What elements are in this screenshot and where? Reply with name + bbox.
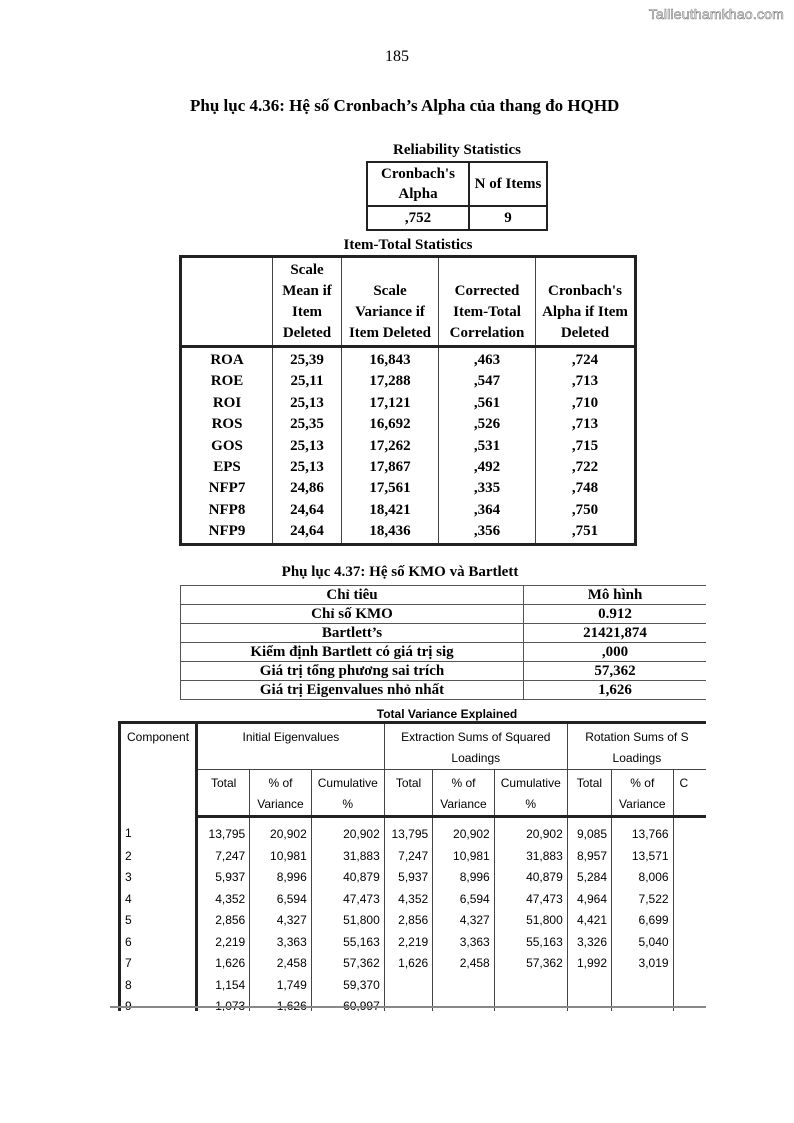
table-row [181,436,636,457]
cell-value: 40,879 [311,867,384,889]
cell-value: ,713 [536,414,636,435]
cell-value: 3,326 [567,932,611,954]
appendix-4-36-title: Phụ lục 4.36: Hệ số Cronbach’s Alpha của thang đo HQHD [190,96,620,115]
cell-value: 4,327 [250,910,312,932]
item-total-statistics-caption: Item-Total Statistics [343,237,473,253]
cell-value [494,996,567,1011]
item-label: NFP7 [208,480,246,497]
cell-value: 6,594 [433,889,495,911]
cell-value: 47,473 [311,889,384,911]
cell-value: 51,800 [311,910,384,932]
cell-value: 25,13 [273,457,342,478]
cell-value: 3,019 [612,953,674,975]
table-row [120,910,707,932]
subheader-cumulative: Cumulative % [311,770,384,817]
item-label: ROA [210,352,244,368]
header-alpha-if-deleted: Cronbach's Alpha if Item Deleted [536,257,636,347]
criterion-label: Kiểm định Bartlett có giá trị sig [181,643,524,662]
cell-value: 5,937 [197,867,250,889]
item-label: ROI [212,394,242,411]
subheader-total: Total [567,770,611,817]
item-total-statistics-table [179,255,637,546]
cell-value: 1,626 [384,953,432,975]
cell-value: 24,64 [273,521,342,544]
criterion-value: 1,626 [524,681,707,700]
header-rotation-sums: Rotation Sums of S Loadings [567,723,706,770]
cell-value: 20,902 [311,817,384,846]
cell-value: 18,436 [342,521,439,544]
cell-value: 47,473 [494,889,567,911]
cell-value: 20,902 [494,817,567,846]
cell-value: ,561 [439,393,536,414]
header-component: Component [120,723,197,817]
header-corrected-correlation: Corrected Item-Total Correlation [439,257,536,347]
cell-value: ,724 [536,347,636,372]
subheader-pct-variance: % of Variance [433,770,495,817]
total-variance-caption: Total Variance Explained [376,707,518,721]
cell-value: 24,64 [273,500,342,521]
cell-value: 8,996 [250,867,312,889]
cell-value: ,547 [439,371,536,392]
appendix-4-37-title: Phụ lục 4.37: Hệ số KMO và Bartlett [281,564,519,580]
cell-value: ,751 [536,521,636,544]
header-scale-mean: Scale Mean if Item Deleted [273,257,342,347]
cell-value: 13,795 [384,817,432,846]
cut-off-cell [673,953,706,975]
cut-off-cell [673,889,706,911]
cell-value: 57,362 [494,953,567,975]
cut-off-cell [673,846,706,868]
header-extraction-sums: Extraction Sums of Squared Loadings [384,723,567,770]
cell-value: 4,352 [197,889,250,911]
cell-value: 4,964 [567,889,611,911]
cell-value: 5,937 [384,867,432,889]
cell-value: 3,363 [433,932,495,954]
criterion-value: ,000 [524,643,707,662]
cell-value: 17,867 [342,457,439,478]
item-label: ROS [211,416,243,433]
cell-value: ,335 [439,478,536,499]
total-variance-table [118,721,706,1011]
cell-value: ,710 [536,393,636,414]
cell-value [384,975,432,997]
criterion-label: Chỉ số KMO [181,605,524,624]
cut-off-cell [673,910,706,932]
cell-value: 2,856 [197,910,250,932]
page-number: 185 [385,48,409,65]
cell-value: 1,626 [250,996,312,1011]
cell-value: 20,902 [433,817,495,846]
cell-value: 7,247 [384,846,432,868]
cell-value: 9,085 [567,817,611,846]
cell-value: 20,902 [250,817,312,846]
component-number: 6 [120,932,197,954]
cell-value [567,975,611,997]
reliability-statistics-table [366,161,548,231]
criterion-label: Giá trị Eigenvalues nhỏ nhất [181,681,524,700]
cell-value: 4,327 [433,910,495,932]
cell-value: 55,163 [311,932,384,954]
table-row [120,867,707,889]
cell-value: 2,458 [250,953,312,975]
table-row [181,662,707,681]
cell-value: 60,997 [311,996,384,1011]
cell-value: 3,363 [250,932,312,954]
cell-value: 31,883 [494,846,567,868]
cell-value [384,996,432,1011]
cell-value: ,713 [536,371,636,392]
table-row [120,953,707,975]
cell-value: 51,800 [494,910,567,932]
subheader-pct-variance: % of Variance [612,770,674,817]
cell-value [433,996,495,1011]
cell-value: 6,699 [612,910,674,932]
cell-value: 17,561 [342,478,439,499]
cut-off-cell [673,867,706,889]
cut-off-cell [673,932,706,954]
cell-value: 6,594 [250,889,312,911]
cell-value: 2,458 [433,953,495,975]
component-number: 2 [120,846,197,868]
header-initial-eigenvalues: Initial Eigenvalues [197,723,385,770]
component-number: 9 [120,996,197,1011]
header-item [181,257,273,347]
cell-value: 17,288 [342,371,439,392]
cell-value: 2,219 [197,932,250,954]
cell-value: 13,795 [197,817,250,846]
header-chi-tieu: Chỉ tiêu [181,586,524,605]
subheader-cumulative-cut: C [673,770,706,817]
component-number: 7 [120,953,197,975]
cell-value: ,356 [439,521,536,544]
component-number: 3 [120,867,197,889]
total-variance-container [110,721,706,1011]
table-row [181,500,636,521]
cell-value: 25,39 [273,347,342,372]
criterion-label: Giá trị tổng phương sai trích [181,662,524,681]
watermark: Tailieuthamkhao.com [648,6,784,22]
cell-value [433,975,495,997]
header-n-of-items: N of Items [469,162,547,206]
criterion-value: 0.912 [524,605,707,624]
table-row [120,932,707,954]
cell-value: ,364 [439,500,536,521]
cell-value: 16,843 [342,347,439,372]
kmo-bartlett-table [180,585,706,700]
cell-value: 5,284 [567,867,611,889]
cell-value [567,996,611,1011]
table-row [181,605,707,624]
subheader-total: Total [384,770,432,817]
cell-value: 4,421 [567,910,611,932]
cell-value: 57,362 [311,953,384,975]
subheader-pct-variance: % of Variance [250,770,312,817]
cell-value: 17,121 [342,393,439,414]
value-cronbachs-alpha: ,752 [367,206,469,230]
cut-off-cell [673,975,706,997]
cell-value: 7,247 [197,846,250,868]
cell-value [612,996,674,1011]
item-label: GOS [211,437,243,454]
cell-value: 10,981 [250,846,312,868]
cell-value: 5,040 [612,932,674,954]
cell-value: 1,626 [197,953,250,975]
item-label: EPS [213,459,241,476]
cell-value: 24,86 [273,478,342,499]
cell-value: 4,352 [384,889,432,911]
table-bottom-rule [110,1006,706,1008]
cell-value: ,748 [536,478,636,499]
cell-value [494,975,567,997]
cell-value: 8,996 [433,867,495,889]
value-n-of-items: 9 [469,206,547,230]
cell-value: 13,571 [612,846,674,868]
cell-value: 2,219 [384,932,432,954]
cell-value: 25,11 [273,371,342,392]
table-row [181,624,707,643]
cell-value: 25,13 [273,436,342,457]
cell-value: 18,421 [342,500,439,521]
table-row [181,393,636,414]
cell-value: 25,35 [273,414,342,435]
table-row [120,996,707,1011]
component-number: 5 [120,910,197,932]
header-cronbachs-alpha: Cronbach's Alpha [367,162,469,206]
cell-value: 1,749 [250,975,312,997]
table-row [181,414,636,435]
table-row [120,975,707,997]
cell-value: 40,879 [494,867,567,889]
cell-value: ,526 [439,414,536,435]
cell-value: ,492 [439,457,536,478]
reliability-statistics-caption: Reliability Statistics [393,142,521,158]
cell-value: ,715 [536,436,636,457]
cell-value: 1,073 [197,996,250,1011]
criterion-label: Bartlett’s [181,624,524,643]
table-row [120,889,707,911]
cell-value: ,722 [536,457,636,478]
criterion-value: 57,362 [524,662,707,681]
header-scale-variance: Scale Variance if Item Deleted [342,257,439,347]
table-row [181,681,707,700]
cell-value: 13,766 [612,817,674,846]
table-row [181,478,636,499]
cell-value: 17,262 [342,436,439,457]
cell-value: 16,692 [342,414,439,435]
table-row [181,371,636,392]
cell-value: 31,883 [311,846,384,868]
item-label: NFP8 [208,501,246,518]
component-number: 1 [120,817,197,846]
item-label: NFP9 [208,523,246,540]
cell-value: 25,13 [273,393,342,414]
cell-value: 10,981 [433,846,495,868]
cell-value: 1,992 [567,953,611,975]
subheader-total: Total [197,770,250,817]
criterion-value: 21421,874 [524,624,707,643]
component-number: 8 [120,975,197,997]
table-row [120,817,707,846]
component-number: 4 [120,889,197,911]
item-label: ROE [210,373,244,390]
cell-value: ,531 [439,436,536,457]
table-row [181,643,707,662]
header-mo-hinh: Mô hình [524,586,707,605]
subheader-cumulative: Cumulative % [494,770,567,817]
cell-value: 8,006 [612,867,674,889]
cell-value: 59,370 [311,975,384,997]
cell-value: 1,154 [197,975,250,997]
table-row [181,347,636,372]
cell-value: 55,163 [494,932,567,954]
table-row [181,457,636,478]
table-row [120,846,707,868]
cell-value: ,463 [439,347,536,372]
cell-value: 8,957 [567,846,611,868]
cell-value: 7,522 [612,889,674,911]
cut-off-cell [673,996,706,1011]
cut-off-cell [673,817,706,846]
cell-value: 2,856 [384,910,432,932]
table-row [181,521,636,544]
cell-value [612,975,674,997]
cell-value: ,750 [536,500,636,521]
